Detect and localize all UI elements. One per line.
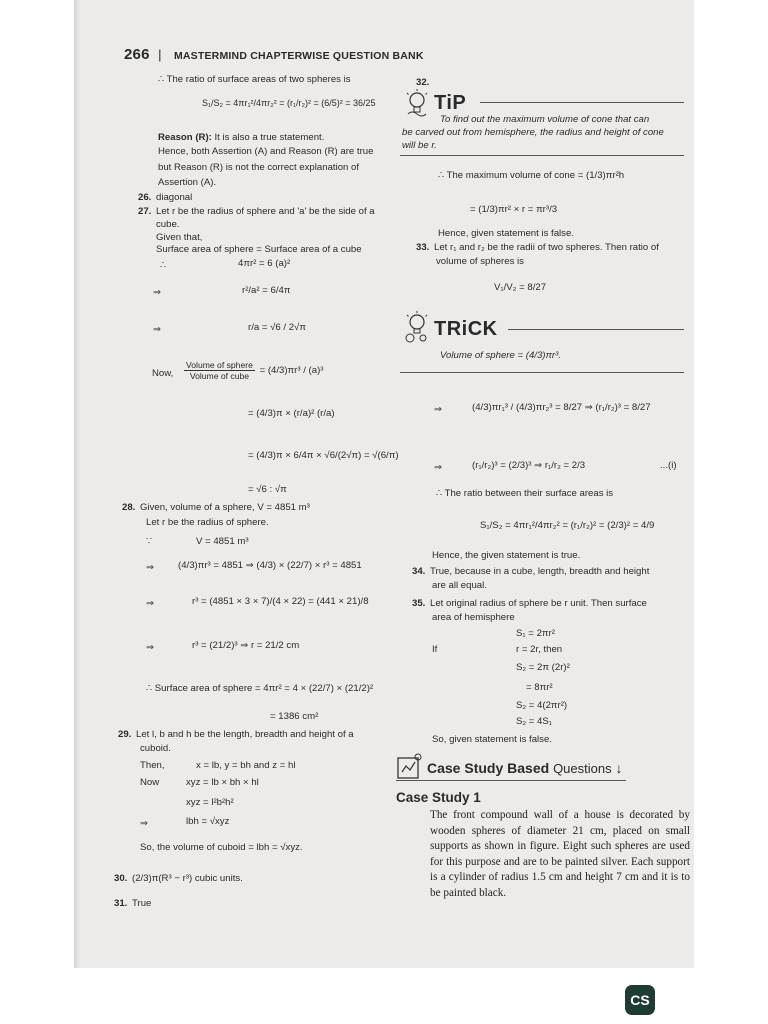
q30-text: (2/3)π(R³ − r³) cubic units. [132, 873, 243, 884]
q35-eq1: S₁ = 2πr² [516, 628, 555, 639]
trick-title: TRiCK [434, 318, 498, 340]
reason-line2: Hence, both Assertion (A) and Reason (R) are true [158, 146, 374, 157]
q34-line2: are all equal. [432, 580, 487, 591]
q31 [114, 898, 151, 910]
therefore-symbol: ∴ [160, 260, 167, 271]
q33-eq3: (r₁/r₂)³ = (2/3)³ ⇒ r₁/r₂ = 2/3 [472, 460, 586, 471]
q27-now: Now, [152, 368, 174, 379]
q35-eq5: S₂ = 4(2πr²) [516, 700, 568, 711]
q32-number: 32. [416, 77, 430, 88]
q30-number: 30. [114, 873, 128, 884]
arrow-symbol: ⇒ [146, 562, 155, 573]
case-study-1-title: Case Study 1 [396, 790, 481, 805]
q28-eq5: ∴ Surface area of sphere = 4πr² = 4 × (22/7) × (21/2)² [146, 683, 374, 694]
trick-rule [508, 329, 684, 330]
case-study-1-text: The front compound wall of a house is decorated by wooden spheres of diameter 21 cm, placed on small supports as shown in figure. Eight such spheres are used for this purpose and are to be painted silver. Each support is a cylinder of radius 1.5 cm and height 7 cm and it is to be painted black. [430, 809, 690, 899]
q35-line1 [412, 598, 647, 610]
q33-eq4: S₁/S₂ = 4πr₁²/4πr₂² = (r₁/r₂)² = (2/3)² = 4/9 [480, 520, 655, 531]
q29-line1 [118, 729, 354, 741]
q27-eq2: r²/a² = 6/4π [242, 285, 291, 296]
q27-line2: cube. [156, 219, 180, 230]
case-study-rule [396, 780, 626, 781]
reason-line4: Assertion (A). [158, 177, 217, 188]
reason-text: It is also a true statement. [211, 132, 325, 143]
max-volume-text: ∴ The maximum volume of cone = (1/3)πr²h [438, 170, 625, 181]
arrow-symbol: ⇒ [434, 462, 443, 473]
q35-number: 35. [412, 598, 426, 609]
because-symbol: ∵ [146, 536, 153, 547]
case-study-heading [427, 760, 623, 776]
q28-eq1: V = 4851 m³ [196, 536, 249, 547]
q35-eq4: = 8πr² [526, 682, 553, 693]
q34-number: 34. [412, 566, 426, 577]
max-volume-eq: = (1/3)πr² × r = πr³/3 [470, 204, 558, 215]
q35-eq2: r = 2r, then [516, 644, 563, 655]
q26-text: diagonal [156, 192, 193, 203]
q28-number: 28. [122, 502, 136, 513]
trick-bottom-rule [400, 372, 684, 373]
q29-number: 29. [118, 729, 132, 740]
q31-number: 31. [114, 898, 128, 909]
q35-line2: area of hemisphere [432, 612, 515, 623]
q29-then: Then, [140, 760, 165, 771]
q27-eq6: = √6 : √π [248, 484, 287, 495]
q26-number: 26. [138, 192, 152, 203]
q35-text: Let original radius of sphere be r unit. Then surface [430, 598, 647, 609]
q29-eq1: xyz = lb × bh × hl [186, 777, 259, 788]
q29-so: So, the volume of cuboid = lbh = √xyz. [140, 842, 303, 853]
q29-eq2: xyz = l²b²h² [186, 797, 234, 808]
q27-number: 27. [138, 206, 152, 217]
arrow-symbol: ⇒ [434, 404, 443, 415]
q27-text: Let r be the radius of sphere and 'a' be the side of a [156, 206, 375, 217]
case-study-heading-text: Case Study Based [427, 760, 550, 776]
case-study-subheading: Questions [553, 761, 612, 776]
q30 [114, 873, 243, 885]
volume-ratio-rhs: = (4/3)πr³ / (a)³ [259, 365, 324, 377]
q27-given: Given that, [156, 232, 203, 243]
case-study-icon [396, 752, 424, 780]
q29-now: Now [140, 777, 160, 788]
q28-eq6: = 1386 cm² [270, 711, 319, 722]
volume-ratio-fraction [184, 360, 255, 381]
q28-line2: Let r be the radius of sphere. [146, 517, 269, 528]
arrow-symbol: ⇒ [146, 598, 155, 609]
false-statement: Hence, given statement is false. [438, 228, 574, 239]
arrow-symbol: ⇒ [146, 642, 155, 653]
q27-volume-ratio [182, 360, 323, 381]
page-header: 266 | MASTERMIND CHAPTERWISE QUESTION BANK [124, 46, 424, 63]
q34-text: True, because in a cube, length, breadth and height [430, 566, 650, 577]
lightbulb-gears-icon [402, 310, 432, 344]
tip-title: TiP [434, 92, 467, 114]
q33-ratio-text: ∴ The ratio between their surface areas is [436, 488, 614, 499]
ratio-intro: ∴ The ratio of surface areas of two spheres is [158, 74, 351, 85]
down-arrow-icon: ↓ [615, 760, 623, 776]
q33-number: 33. [416, 242, 430, 253]
q29-then-eq: x = lb, y = bh and z = hl [196, 760, 296, 771]
arrow-symbol: ⇒ [140, 818, 149, 829]
q33-eq2: (4/3)πr₁³ / (4/3)πr₂³ = 8/27 ⇒ (r₁/r₂)³ = 8/27 [472, 402, 651, 413]
cs-app-badge: CS [625, 985, 655, 1015]
q35-false: So, given statement is false. [432, 734, 552, 745]
reason-line3: but Reason (R) is not the correct explanation of [158, 162, 360, 173]
reason-line [158, 132, 324, 144]
q34-line1 [412, 566, 649, 578]
q27-eq1: 4πr² = 6 (a)² [238, 258, 291, 269]
page-edge-shadow [74, 0, 80, 968]
q35-if: If [432, 644, 438, 655]
q27-line1 [138, 206, 375, 218]
q33-eq3-tag: ...(i) [660, 460, 677, 471]
tip-text-line2: be carved out from hemisphere, the radius and height of cone [402, 127, 664, 138]
tip-text-line3: will be r. [402, 140, 437, 151]
q33-eq1: V₁/V₂ = 8/27 [494, 282, 547, 293]
q31-text: True [132, 898, 152, 909]
ratio-formula: S₁/S₂ = 4πr₁²/4πr₂² = (r₁/r₂)² = (6/5)² = 36/25 [202, 98, 376, 108]
q28-line1 [122, 502, 310, 514]
q33-text: Let r₁ and r₂ be the radii of two spheres. Then ratio of [434, 242, 659, 253]
q33-line1 [416, 242, 659, 254]
q27-eq4: = (4/3)π × (r/a)² (r/a) [248, 408, 335, 419]
tip-bottom-rule [400, 155, 684, 156]
q33-line2: volume of spheres is [436, 256, 524, 267]
q26 [138, 192, 192, 204]
q35-eq6: S₂ = 4S₁ [516, 716, 553, 727]
book-title: MASTERMIND CHAPTERWISE QUESTION BANK [173, 50, 424, 62]
q28-eq2: (4/3)πr³ = 4851 ⇒ (4/3) × (22/7) × r³ = 4851 [178, 560, 362, 571]
reason-label: Reason (R): [158, 132, 212, 143]
q35-eq3: S₂ = 2π (2r)² [516, 662, 570, 673]
q27-eq3: r/a = √6 / 2√π [248, 322, 306, 333]
tip-rule [480, 102, 684, 103]
q28-text: Given, volume of a sphere, V = 4851 m³ [140, 502, 310, 513]
q28-eq4: r³ = (21/2)³ ⇒ r = 21/2 cm [192, 640, 300, 651]
q29-line2: cuboid. [140, 743, 171, 754]
trick-text: Volume of sphere = (4/3)πr³. [440, 350, 561, 361]
page-number: 266 [124, 46, 150, 63]
q29-text: Let l, b and h be the length, breadth and height of a [136, 729, 354, 740]
lightbulb-icon [402, 88, 432, 118]
q28-eq3: r³ = (4851 × 3 × 7)/(4 × 22) = (441 × 21)/8 [192, 596, 369, 607]
arrow-symbol: ⇒ [153, 324, 162, 335]
q27-eq5: = (4/3)π × 6/4π × √6/(2√π) = √(6/π) [248, 450, 399, 461]
q33-true: Hence, the given statement is true. [432, 550, 581, 561]
q29-eq3: lbh = √xyz [186, 816, 230, 827]
volume-ratio-numerator: Volume of sphere [186, 360, 253, 370]
volume-ratio-denominator: Volume of cube [189, 371, 250, 381]
tip-text-line1: To find out the maximum volume of cone that can [440, 114, 650, 125]
q27-eq-words: Surface area of sphere = Surface area of a cube [156, 244, 362, 255]
arrow-symbol: ⇒ [153, 287, 162, 298]
